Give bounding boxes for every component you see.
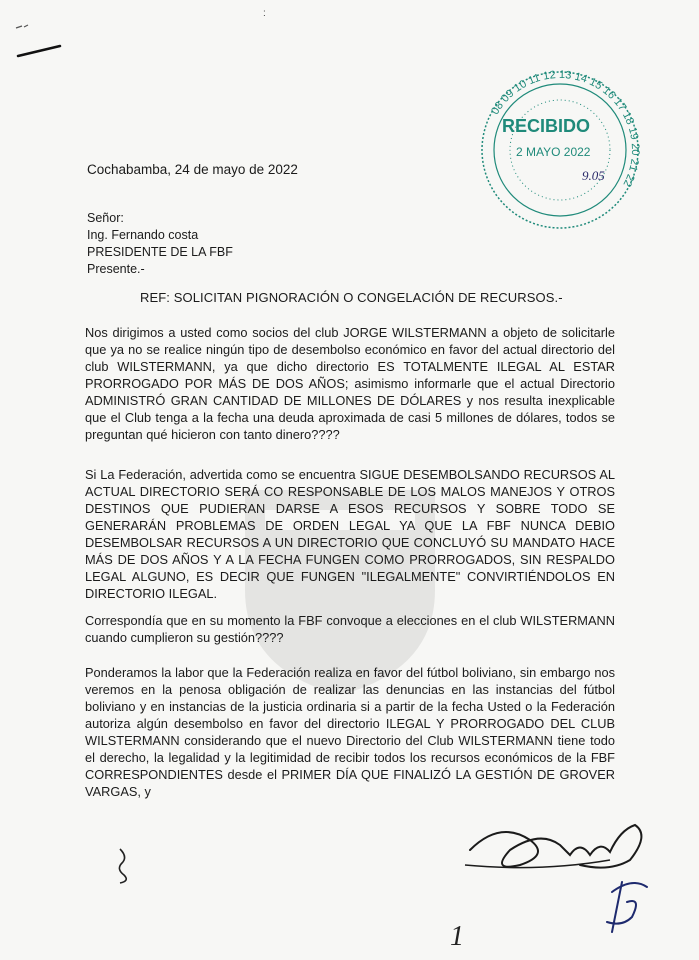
pen-stroke-mark [14,22,64,62]
recipient-presente: Presente.- [87,262,145,276]
svg-text:1: 1 [450,921,464,952]
recipient-block [87,210,233,278]
stamp-ring-numbers: 08 09 10 11 12 13 14 15 16 17 18 19 20 21 22 [489,68,642,189]
recipient-salutation: Señor: [87,211,124,225]
punch-marks: : [263,8,266,19]
received-stamp [478,68,643,233]
initial-mark-left [110,845,140,885]
stamp-time: 9.05 [582,168,605,183]
stamp-label: RECIBIDO [502,116,591,136]
body-paragraph-2: Si La Federación, advertida como se encuentra SIGUE DESEMBOLSANDO RECURSOS AL ACTUAL DIRECTORIO SERÁ CO RESPONSABLE DE LOS MALOS MANEJOS Y OTROS DESTINOS QUE PUDIERAN DARSE A ESOS RECURSOS Y SOBRE TODO SE GENERARÁN PROBLEMAS DE ORDEN LEGAL YA QUE LA FBF NUNCA DEBIO DESEMBOLSAR RECURSOS A UN DIRECTORIO QUE CONCLUYÓ SU MANDATO HACE MÁS DE DOS AÑOS Y A LA FECHA FUNGEN COMO PRORROGADOS, SIN RESPALDO LEGAL ALGUNO, ES DECIR QUE FUNGEN "ILEGALMENTE" CONVIRTIÉNDOLOS EN DIRECTORIO ILEGAL. [85,467,615,601]
stamp-date: 2 MAYO 2022 [516,145,591,159]
body-paragraph-1: Nos dirigimos a usted como socios del club JORGE WILSTERMANN a objeto de solicitarle que ya no se realice ningún tipo de desembolso económico en favor del actual directorio del club WILSTERMANN, ya que dicho directorio ES TOTALMENTE ILEGAL AL ESTAR PRORROGADO POR MÁS DE DOS AÑOS; asimismo informarle que el actual Directorio ADMINISTRÓ GRAN CANTIDAD DE MILLONES DE DÓLARES y nos resulta inexplicable que el Club tenga a la fecha una deuda aproximada de casi 5 millones de dólares, todos se preguntan qué hicieron con tanto dinero???? [85,325,615,442]
body-paragraph-4: Ponderamos la labor que la Federación realiza en favor del fútbol boliviano, sin embargo nos veremos en la penosa obligación de realizar las denuncias en las instancias del fútbol boliviano y en instancias de la justicia ordinaria si a partir de la fecha Usted o la Federación autoriza algún desembolso en favor del directorio ILEGAL Y PRORROGADO DEL CLUB WILSTERMANN considerando que el nuevo Directorio del Club WILSTERMANN tiene todo el derecho, la legalidad y la legitimidad de recibir todos los recursos económicos de la FBF CORRESPONDIENTES desde el PRIMER DÍA QUE FINALIZÓ LA GESTIÓN DE GROVER VARGAS, y [85,665,615,799]
letter-date: Cochabamba, 24 de mayo de 2022 [87,162,298,177]
recipient-name: Ing. Fernando costa [87,228,199,242]
page-number-mark [448,915,468,953]
signature-initials-right [592,872,662,942]
recipient-title: PRESIDENTE DE LA FBF [87,245,233,259]
reference-line: REF: SOLICITAN PIGNORACIÓN O CONGELACIÓN DE RECURSOS.- [140,290,563,305]
body-paragraph-3: Correspondía que en su momento la FBF convoque a elecciones en el club WILSTERMANN cuando cumplieron su gestión???? [85,613,615,645]
